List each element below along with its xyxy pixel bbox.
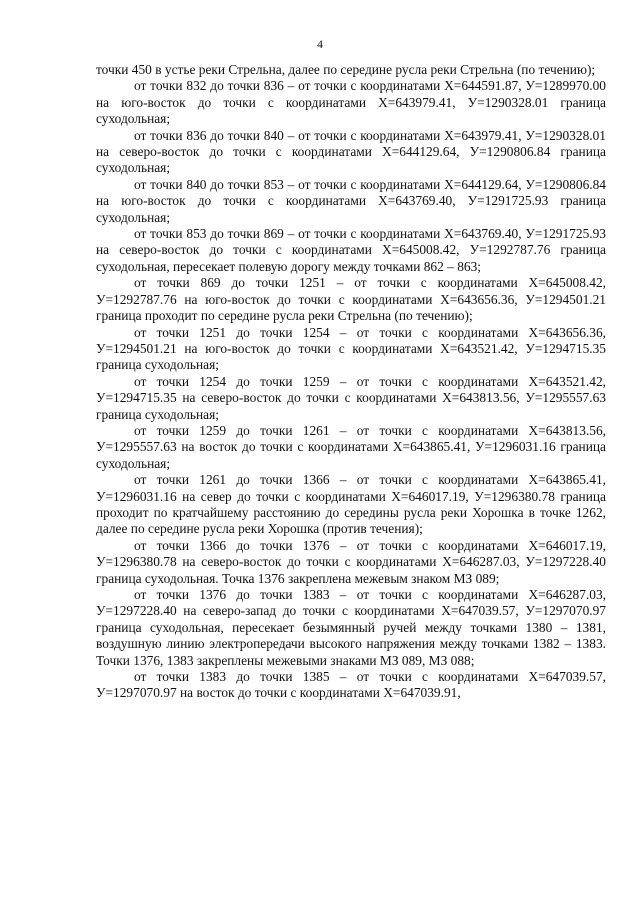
paragraph: от точки 1376 до точки 1383 – от точки с координатами Х=646287.03, У=1297228.40 на северо-запад до точки с координатами Х=647039.57, У=1297070.97 граница суходольная, пересекает безымянный ручей между точками 1380 – 1381, воздушную линию электропередачи высокого напряжения между точками 1382 – 1383. Точки 1376, 1383 закреплены межевыми знаками МЗ 089, МЗ 088; (96, 587, 606, 668)
paragraph: от точки 1261 до точки 1366 – от точки с координатами Х=643865.41, У=1296031.16 на север до точки с координатами Х=646017.19, У=1296380.78 граница проходит по кратчайшему расстоянию до середины русла реки Хорошка в точке 1262, далее по середине русла реки Хорошка (против течения); (96, 472, 606, 537)
paragraph: от точки 1383 до точки 1385 – от точки с координатами Х=647039.57, У=1297070.97 на восток до точки с координатами Х=647039.91, (96, 669, 606, 701)
document-body (96, 62, 606, 702)
paragraph: от точки 1251 до точки 1254 – от точки с координатами Х=643656.36, У=1294501.21 на юго-восток до точки с координатами Х=643521.42, У=1294715.35 граница суходольная; (96, 324, 606, 373)
page-number: 4 (317, 37, 323, 51)
paragraph: от точки 1259 до точки 1261 – от точки с координатами Х=643813.56, У=1295557.63 на восток до точки с координатами Х=643865.41, У=1296031.16 граница суходольная; (96, 422, 606, 471)
paragraph: от точки 832 до точки 836 – от точки с координатами Х=644591.87, У=1289970.00 на юго-восток до точки с координатами Х=643979.41, У=1290328.01 граница суходольная; (96, 78, 606, 127)
paragraph: от точки 1254 до точки 1259 – от точки с координатами Х=643521.42, У=1294715.35 на северо-восток до точки с координатами Х=643813.56, У=1295557.63 граница суходольная; (96, 373, 606, 422)
paragraph: от точки 869 до точки 1251 – от точки с координатами Х=645008.42, У=1292787.76 на юго-восток до точки с координатами Х=643656.36, У=1294501.21 граница проходит по середине русла реки Стрельна (по течению); (96, 275, 606, 324)
paragraph: точки 450 в устье реки Стрельна, далее по середине русла реки Стрельна (по течению); (96, 62, 596, 77)
paragraph: от точки 1366 до точки 1376 – от точки с координатами Х=646017.19, У=1296380.78 на северо-восток до точки с координатами Х=646287.03, У=1297228.40 граница суходольная. Точка 1376 закреплена межевым знаком МЗ 089; (96, 537, 606, 586)
paragraph: от точки 840 до точки 853 – от точки с координатами Х=644129.64, У=1290806.84 на юго-восток до точки с координатами Х=643769.40, У=1291725.93 граница суходольная; (96, 176, 606, 225)
paragraph: от точки 836 до точки 840 – от точки с координатами Х=643979.41, У=1290328.01 на северо-восток до точки с координатами Х=644129.64, У=1290806.84 граница суходольная; (96, 127, 606, 176)
paragraph: от точки 853 до точки 869 – от точки с координатами Х=643769.40, У=1291725.93 на северо-восток до точки с координатами Х=645008.42, У=1292787.76 граница суходольная, пересекает полевую дорогу между точками 862 – 863; (96, 226, 606, 274)
